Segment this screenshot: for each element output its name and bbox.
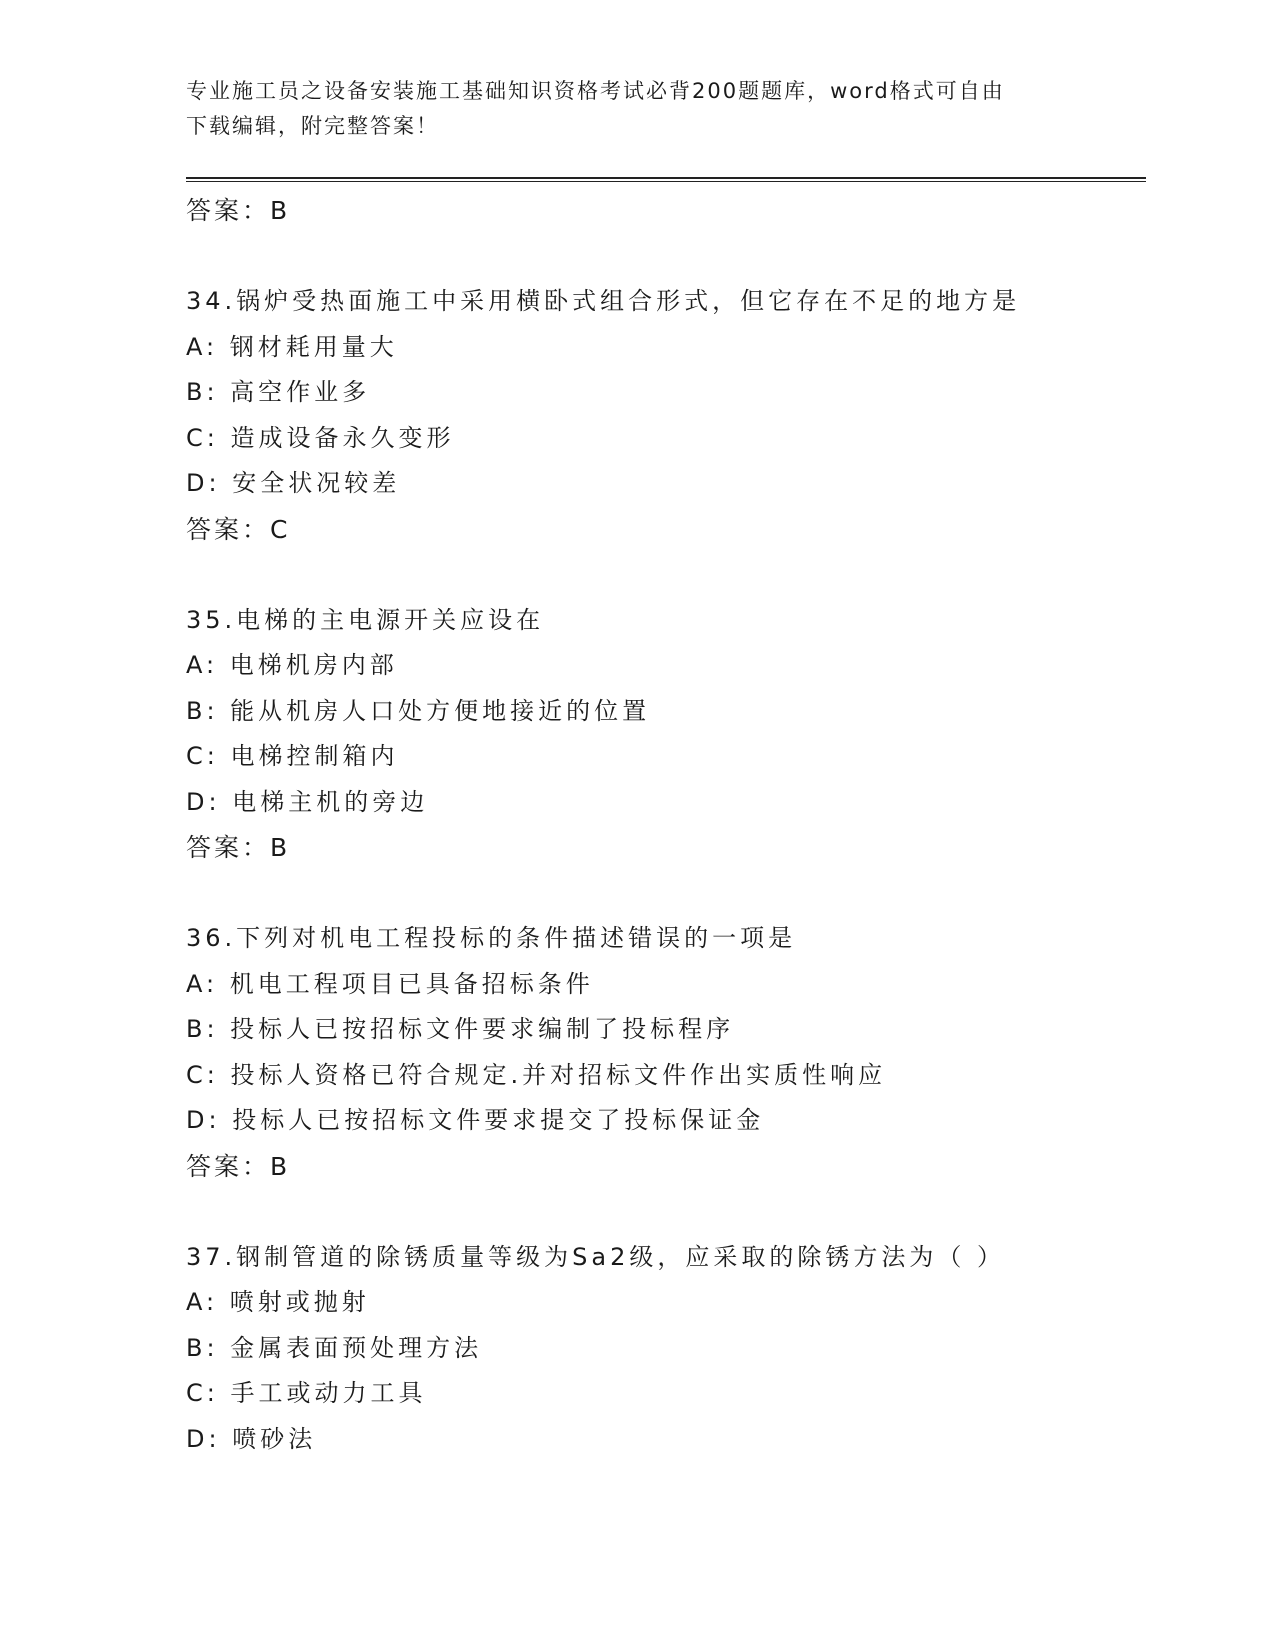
question-stem: 34.锅炉受热面施工中采用横卧式组合形式，但它存在不足的地方是 [186,287,1021,315]
option-b: B: 投标人已按招标文件要求编制了投标程序 [186,1015,735,1043]
header-title-line-2: 下载编辑，附完整答案！ [186,114,439,138]
option-d: D: 投标人已按招标文件要求提交了投标保证金 [186,1106,765,1134]
question-item [186,1235,1126,1463]
option-c: C: 手工或动力工具 [186,1379,427,1407]
question-answer: 答案：C [186,514,291,544]
option-c: C: 投标人资格已符合规定.并对招标文件作出实质性响应 [186,1060,887,1089]
question-answer: 答案：B [186,1151,291,1181]
option-b: B: 金属表面预处理方法 [186,1333,483,1362]
spacer [186,234,1126,280]
option-d: D: 电梯主机的旁边 [186,787,429,816]
option-d: D: 安全状况较差 [186,469,401,497]
option-a: A: 机电工程项目已具备招标条件 [186,969,594,998]
question-stem: 37.钢制管道的除锈质量等级为Sa2级，应采取的除锈方法为（ ） [186,1242,1006,1271]
question-stem: 36.下列对机电工程投标的条件描述错误的一项是 [186,924,797,952]
spacer [186,871,1126,917]
lead-answer: 答案：B [186,196,291,225]
spacer [186,552,1126,598]
header-divider [186,177,1146,182]
option-c: C: 造成设备永久变形 [186,423,455,452]
question-stem: 35.电梯的主电源开关应设在 [186,605,545,634]
spacer [186,1189,1126,1235]
option-a: A: 喷射或抛射 [186,1288,370,1316]
document-header [186,74,1086,144]
option-c: C: 电梯控制箱内 [186,742,399,770]
option-d: D: 喷砂法 [186,1424,317,1453]
question-item [186,279,1126,552]
option-b: B: 高空作业多 [186,378,371,406]
option-b: B: 能从机房人口处方便地接近的位置 [186,696,651,725]
option-a: A: 电梯机房内部 [186,651,398,679]
header-title-line-1: 专业施工员之设备安装施工基础知识资格考试必背200题题库，word格式可自由 [186,79,1005,103]
question-item [186,916,1126,1189]
question-answer: 答案：B [186,833,291,862]
question-item [186,598,1126,871]
option-a: A: 钢材耗用量大 [186,332,398,361]
question-list [186,188,1126,1462]
